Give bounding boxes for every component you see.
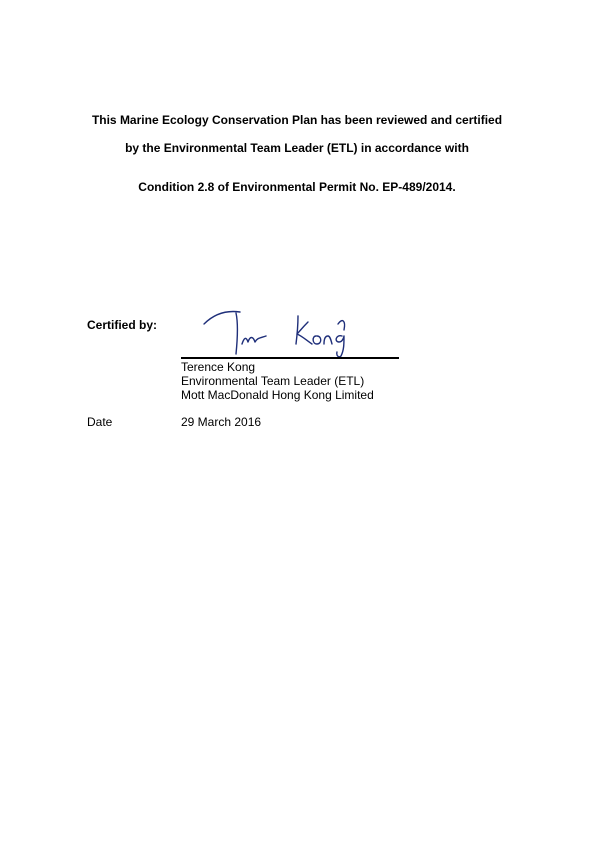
signer-company: Mott MacDonald Hong Kong Limited	[181, 388, 374, 402]
statement-line-2: by the Environmental Team Leader (ETL) in accordance with	[125, 141, 469, 155]
signer-title: Environmental Team Leader (ETL)	[181, 374, 365, 388]
statement-line-3: Condition 2.8 of Environmental Permit No. EP-489/2014.	[138, 180, 456, 194]
date-value: 29 March 2016	[181, 415, 262, 429]
statement-line-1: This Marine Ecology Conservation Plan has been reviewed and certified	[91, 113, 503, 127]
handwritten-signature	[196, 296, 382, 358]
signer-name: Terence Kong	[181, 360, 256, 374]
signature-line	[181, 357, 399, 359]
date-label: Date	[87, 415, 113, 429]
certified-by-label: Certified by:	[87, 318, 158, 332]
